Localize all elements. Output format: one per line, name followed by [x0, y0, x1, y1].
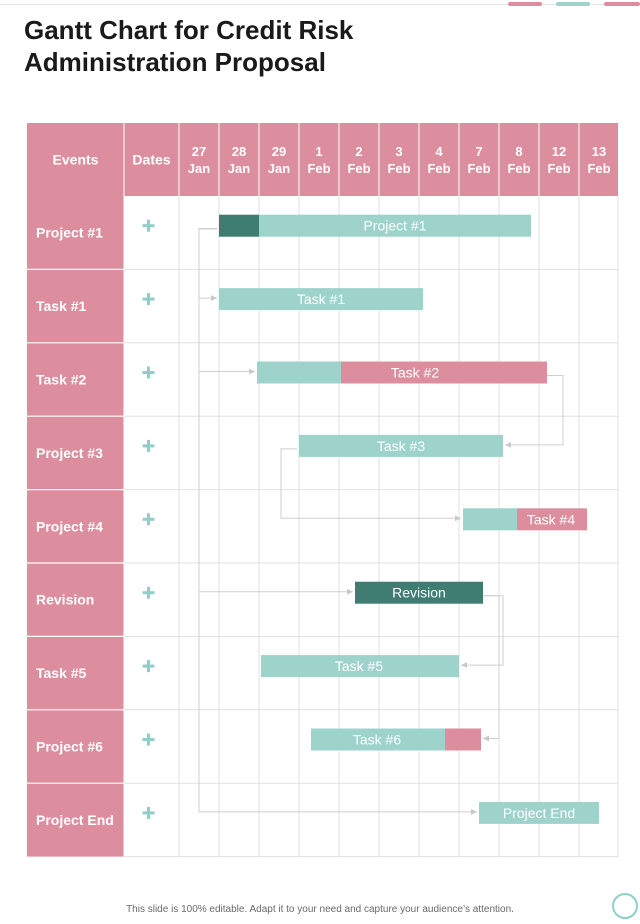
bar-label: Task #3: [376, 437, 426, 454]
event-label: Project #6: [36, 738, 103, 755]
bar-label: Task #4: [526, 511, 576, 528]
column-header: 2 Feb: [347, 144, 371, 176]
dependency-connector: [461, 596, 503, 665]
event-label: Revision: [36, 591, 95, 608]
header-events: Events: [52, 151, 99, 168]
dependency-connector: [281, 449, 461, 518]
event-label: Task #1: [36, 298, 87, 315]
decorative-circle: [612, 893, 638, 919]
event-label: Task #5: [36, 665, 87, 682]
page-title: Gantt Chart for Credit Risk Administration Proposal: [24, 15, 354, 77]
plus-icon: [143, 807, 155, 819]
event-label: Project #1: [36, 224, 103, 241]
plus-icon: [143, 293, 155, 305]
column-header: 7 Feb: [467, 144, 491, 176]
column-header: 12 Feb: [547, 144, 571, 176]
column-header: 29 Jan: [267, 144, 291, 176]
gantt-bar-segment: [341, 362, 547, 384]
bar-label: Project End: [502, 804, 576, 821]
bar-label: Revision: [392, 584, 446, 601]
column-header: 27 Jan: [187, 144, 211, 176]
plus-icon: [143, 587, 155, 599]
column-header: 4 Feb: [427, 144, 451, 176]
event-label: Project #4: [36, 518, 103, 535]
gantt-bar-segment: [219, 215, 259, 237]
dependency-connector: [199, 229, 217, 298]
bar-label: Project #1: [363, 217, 427, 234]
column-header: 3 Feb: [387, 144, 411, 176]
plus-icon: [143, 220, 155, 232]
bar-label: Task #5: [334, 658, 384, 675]
plus-icon: [143, 734, 155, 746]
header-dates: Dates: [132, 151, 171, 168]
column-header: 13 Feb: [587, 144, 611, 176]
event-label: Project End: [36, 811, 114, 828]
dependency-connector: [199, 229, 477, 812]
plus-icon: [143, 440, 155, 452]
column-header: 8 Feb: [507, 144, 531, 176]
plus-icon: [143, 513, 155, 525]
bar-label: Task #2: [390, 364, 440, 381]
event-label: Project #3: [36, 444, 103, 461]
header-band: [27, 123, 618, 196]
column-header: 1 Feb: [307, 144, 331, 176]
gantt-bar-segment: [463, 508, 517, 530]
plus-icon: [143, 367, 155, 379]
plus-icon: [143, 660, 155, 672]
gantt-bar-segment: [257, 362, 341, 384]
dependency-connector: [483, 596, 499, 739]
bar-label: Task #1: [296, 291, 346, 308]
gantt-bar-segment: [445, 729, 481, 751]
bar-label: Task #6: [352, 731, 402, 748]
column-header: 28 Jan: [227, 144, 251, 176]
event-label: Task #2: [36, 371, 87, 388]
dependency-connector: [505, 376, 563, 445]
footer-note: This slide is 100% editable. Adapt it to your need and capture your audience’s attention.: [126, 904, 514, 915]
dependency-connector: [199, 229, 353, 592]
